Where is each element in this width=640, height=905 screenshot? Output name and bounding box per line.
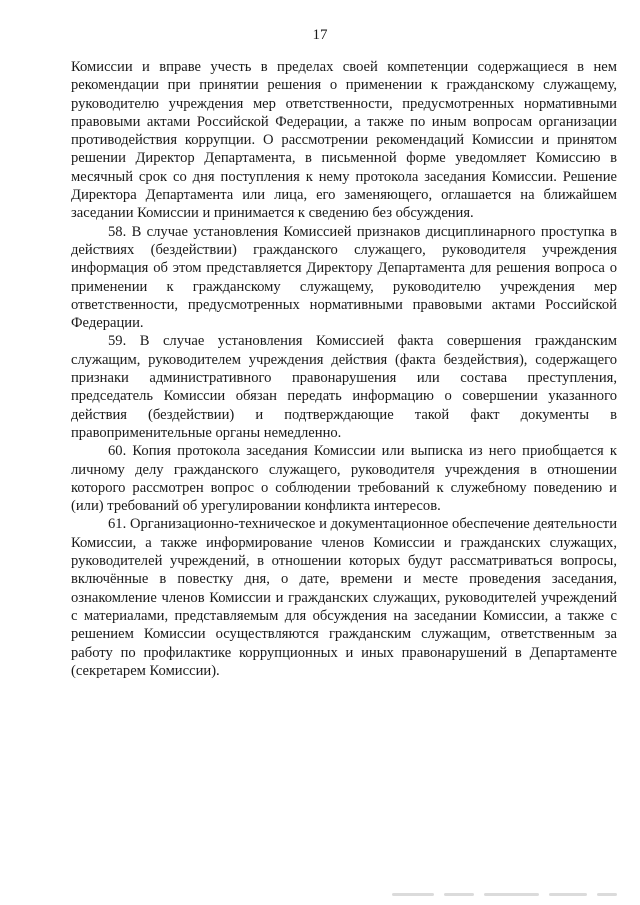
paragraph-60: 60. Копия протокола заседания Комиссии или выписка из него приобщается к личному делу гражданского служащего, руководителя учреждения в отношении которого рассмотрен вопрос о соблюдении требований к служебному поведению и (или) требований об урегулировании конфликта интересов.	[71, 443, 617, 515]
paragraph-continuation: Комиссии и вправе учесть в пределах своей компетенции содержащиеся в нем рекомендации при принятии решения о применении к гражданскому служащему, руководителю учреждения мер ответственности, предусмотренных нормативными правовыми актами Российской Федерации, а также по иным вопросам организации противодействия коррупции. О рассмотрении рекомендаций Комиссии и принятом решении Директор Департамента, в письменной форме уведомляет Комиссию в месячный срок со дня поступления к нему протокола заседания Комиссии. Решение Директора Департамента или лица, его заменяющего, оглашается на ближайшем заседании Комиссии и принимается к сведению без обсуждения.	[71, 59, 617, 222]
scan-mark	[549, 893, 587, 896]
paragraph-58: 58. В случае установления Комиссией признаков дисциплинарного проступка в действиях (бездействии) гражданского служащего, руководителя учреждения информация об этом представляется Директору Департамента для решения вопроса о применении к гражданскому служащему, руководителю учреждения мер ответственности, предусмотренных нормативными правовыми актами Российской Федерации.	[71, 223, 617, 332]
scan-mark	[484, 893, 539, 896]
scan-mark	[392, 893, 434, 896]
scan-mark	[444, 893, 474, 896]
document-body	[71, 58, 617, 680]
scan-footer-marks	[392, 893, 632, 899]
page-number: 17	[312, 27, 328, 43]
scan-mark	[597, 893, 617, 896]
paragraph-61: 61. Организационно-техническое и документационное обеспечение деятельности Комиссии, а также информирование членов Комиссии и гражданских служащих, руководителей учреждений, в отношении которых будут рассматриваться вопросы, включённые в повестку дня, о дате, времени и месте проведения заседания, ознакомление членов Комиссии и гражданских служащих, руководителей учреждений с материалами, представляемым для обсуждения на заседании Комиссии, а также с решением Комиссии осуществляются гражданским служащим, ответственным за работу по профилактике коррупционных и иных правонарушений в Департаменте (секретарем Комиссии).	[71, 516, 617, 679]
paragraph-59: 59. В случае установления Комиссией факта совершения гражданским служащим, руководителем учреждения действия (факта бездействия), содержащего признаки административного правонарушения или состава преступления, председатель Комиссии обязан передать информацию о совершении указанного действия (бездействии) и подтверждающие такой факт документы в правоприменительные органы немедленно.	[71, 333, 617, 441]
